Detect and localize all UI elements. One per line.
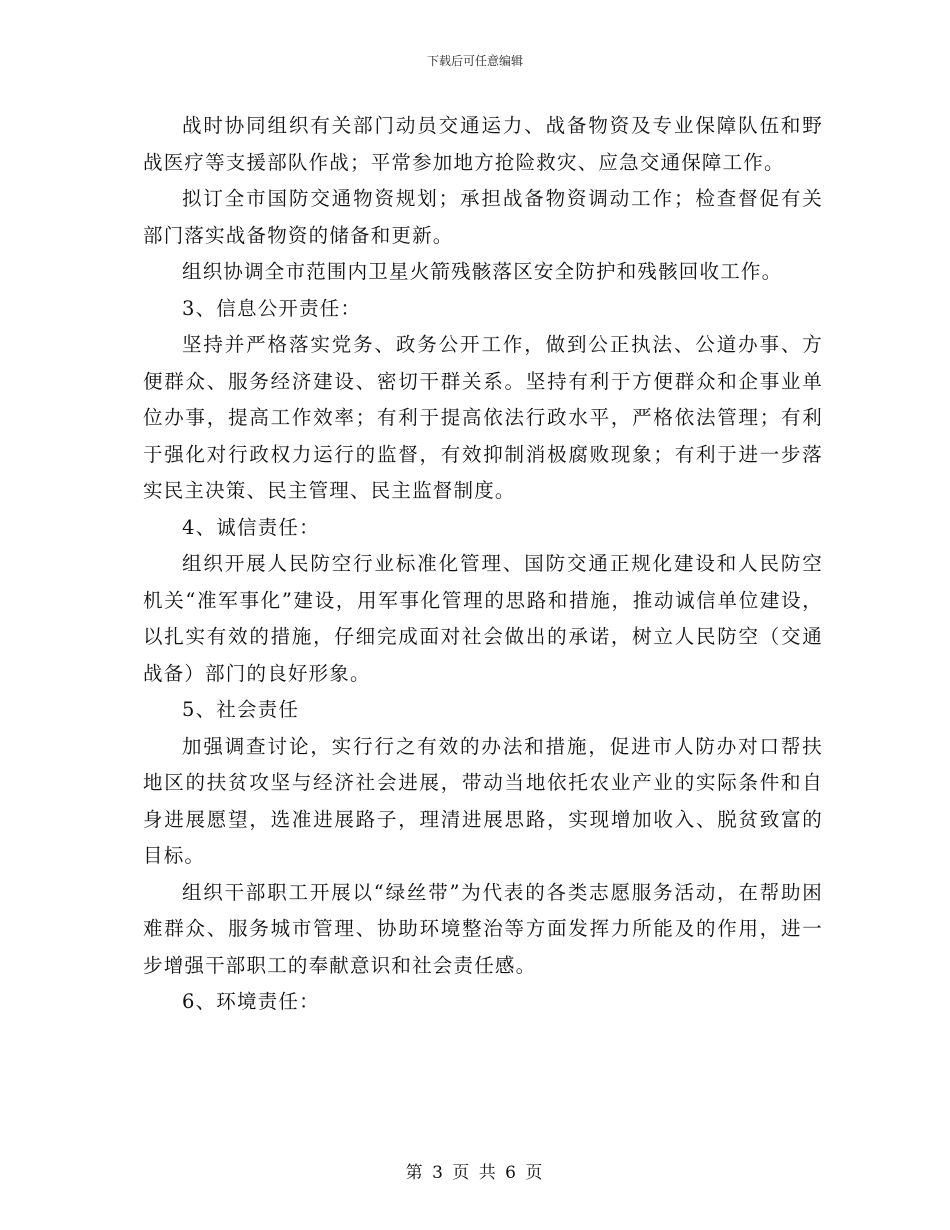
section-heading-social: 5、社会责任 [182, 698, 300, 721]
section-heading-info-disclosure: 3、信息公开责任： [182, 296, 362, 320]
paragraph-materials-planning: 拟订全市国防交通物资规划；承担战备物资调动工作；检查督促有关部门落实战备物资的储备和更新。 [143, 187, 823, 247]
page-header: 下载后可任意编辑 [426, 54, 523, 68]
paragraph-debris-recovery: 组织协调全市范围内卫星火箭残骸落区安全防护和残骸回收工作。 [182, 260, 783, 283]
document-body [143, 108, 823, 1021]
page-number-footer: 第 3 页 共 6 页 [405, 1163, 545, 1183]
paragraph-wartime-support: 战时协同组织有关部门动员交通运力、战备物资及专业保障队伍和野战医疗等支援部队作战；平常参加地方抢险救灾、应急交通保障工作。 [143, 114, 823, 174]
section-heading-integrity: 4、诚信责任： [182, 515, 320, 539]
section-heading-environment: 6、环境责任： [182, 990, 320, 1013]
paragraph-info-disclosure: 坚持并严格落实党务、政务公开工作，做到公正执法、公道办事、方便群众、服务经济建设、密切干群关系。坚持有利于方便群众和企事业单位办事，提高工作效率；有利于提高依法行政水平，严格依法管理；有利于强化对行政权力运行的监督，有效抑制消极腐败现象；有利于进一步落实民主决策、民主管理、民主监督制度。 [143, 333, 823, 502]
paragraph-volunteer-service: 组织干部职工开展以“绿丝带”为代表的各类志愿服务活动，在帮助困难群众、服务城市管理、协助环境整治等方面发挥力所能及的作用，进一步增强干部职工的奉献意识和社会责任感。 [143, 880, 823, 977]
paragraph-integrity: 组织开展人民防空行业标准化管理、国防交通正规化建设和人民防空机关“准军事化”建设，用军事化管理的思路和措施，推动诚信单位建设，以扎实有效的措施，仔细完成面对社会做出的承诺，树立人民防空（交通战备）部门的良好形象。 [143, 552, 823, 685]
paragraph-poverty-alleviation: 加强调查讨论，实行行之有效的办法和措施，促进市人防办对口帮扶地区的扶贫攻坚与经济社会进展，带动当地依托农业产业的实际条件和自身进展愿望，选准进展路子，理清进展思路，实现增加收入、脱贫致富的目标。 [143, 734, 823, 867]
